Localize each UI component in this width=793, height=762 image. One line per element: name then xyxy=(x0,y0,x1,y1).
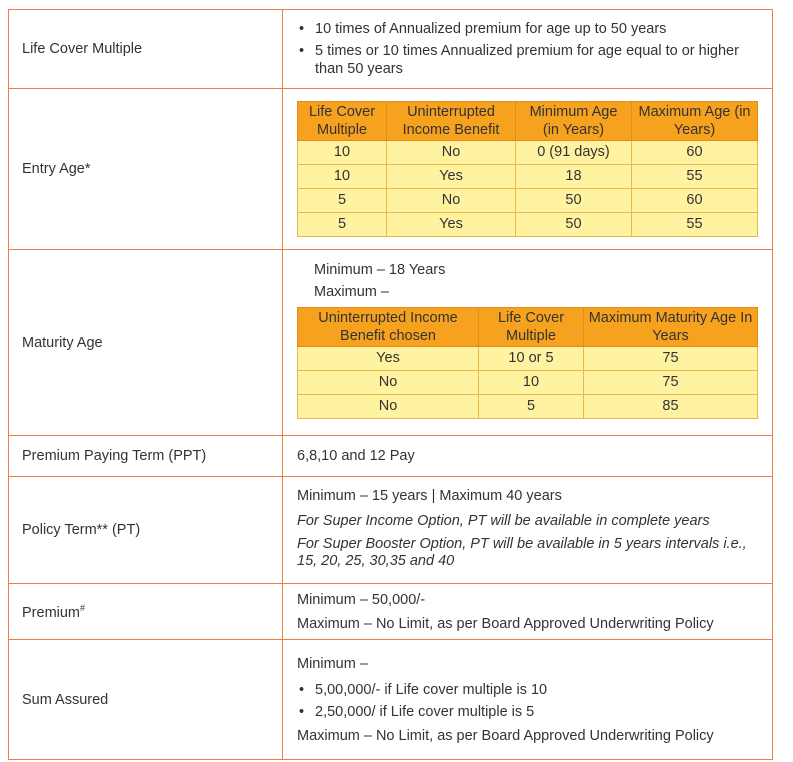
maturity-maximum: Maximum – xyxy=(314,284,389,300)
table-row xyxy=(298,141,758,165)
row-policy-term xyxy=(9,477,773,584)
column-header: Maximum Age (in Years) xyxy=(632,102,758,141)
table-cell: Yes xyxy=(387,213,516,237)
entry-age-table xyxy=(297,101,758,237)
sum-assured-maximum: Maximum – No Limit, as per Board Approved Underwriting Policy xyxy=(297,727,714,744)
life-cover-bullet: • 10 times of Annualized premium for age up to 50 years xyxy=(297,20,758,38)
sum-assured-details xyxy=(283,640,773,760)
ppt-value: 6,8,10 and 12 Pay xyxy=(283,436,773,477)
table-row xyxy=(298,165,758,189)
table-cell: No xyxy=(387,189,516,213)
table-cell: 10 or 5 xyxy=(479,347,584,371)
column-header: Life Cover Multiple xyxy=(479,308,584,347)
premium-details xyxy=(283,584,773,640)
table-cell: 5 xyxy=(479,395,584,419)
table-cell: 85 xyxy=(584,395,758,419)
table-cell: 55 xyxy=(632,213,758,237)
table-row xyxy=(298,347,758,371)
super-booster-note: For Super Booster Option, PT will be available in 5 years intervals i.e., 15, 20, 25, 30,35 and 40 xyxy=(297,535,747,569)
row-label-life-cover-multiple: Life Cover Multiple xyxy=(9,10,283,89)
row-premium xyxy=(9,584,773,640)
life-cover-details xyxy=(283,10,773,89)
table-cell: 10 xyxy=(479,371,584,395)
row-label-maturity-age: Maturity Age xyxy=(9,250,283,436)
entry-age-details xyxy=(283,89,773,250)
premium-maximum: Maximum – No Limit, as per Board Approved Underwriting Policy xyxy=(297,615,714,632)
table-cell: 50 xyxy=(516,189,632,213)
sum-assured-bullet: • 5,00,000/- if Life cover multiple is 10 xyxy=(297,681,758,699)
row-sum-assured xyxy=(9,640,773,760)
row-maturity-age xyxy=(9,250,773,436)
column-header: Maximum Maturity Age In Years xyxy=(584,308,758,347)
table-cell: 10 xyxy=(298,141,387,165)
policy-term-minmax: Minimum – 15 years | Maximum 40 years xyxy=(297,487,562,504)
table-cell: 75 xyxy=(584,371,758,395)
row-label-policy-term: Policy Term** (PT) xyxy=(9,477,283,584)
table-cell: No xyxy=(298,371,479,395)
premium-label-superscript: # xyxy=(80,602,86,613)
maturity-header-row xyxy=(298,308,758,347)
table-cell: Yes xyxy=(387,165,516,189)
column-header: Uninterrupted Income Benefit chosen xyxy=(298,308,479,347)
table-row xyxy=(298,213,758,237)
row-life-cover-multiple xyxy=(9,10,773,89)
maturity-age-details xyxy=(283,250,773,436)
table-row xyxy=(298,371,758,395)
table-cell: 60 xyxy=(632,189,758,213)
row-label-premium xyxy=(9,584,283,640)
table-cell: 60 xyxy=(632,141,758,165)
column-header: Minimum Age (in Years) xyxy=(516,102,632,141)
policy-term-details xyxy=(283,477,773,584)
table-cell: 0 (91 days) xyxy=(516,141,632,165)
table-cell: 5 xyxy=(298,189,387,213)
table-cell: No xyxy=(298,395,479,419)
row-entry-age xyxy=(9,89,773,250)
premium-label-text: Premium xyxy=(22,604,81,621)
maturity-minimum: Minimum – 18 Years xyxy=(314,262,446,278)
premium-minimum: Minimum – 50,000/- xyxy=(297,591,426,608)
table-cell: 18 xyxy=(516,165,632,189)
table-cell: No xyxy=(387,141,516,165)
life-cover-bullet: • 5 times or 10 times Annualized premium for age equal to or higher than 50 years xyxy=(297,42,758,78)
table-row xyxy=(298,189,758,213)
row-label-entry-age: Entry Age* xyxy=(9,89,283,250)
row-label-ppt: Premium Paying Term (PPT) xyxy=(9,436,283,477)
table-cell: 5 xyxy=(298,213,387,237)
entry-age-header-row xyxy=(298,102,758,141)
table-cell: 10 xyxy=(298,165,387,189)
table-cell: 75 xyxy=(584,347,758,371)
table-cell: 55 xyxy=(632,165,758,189)
sum-assured-bullet: • 2,50,000/ if Life cover multiple is 5 xyxy=(297,703,758,721)
table-cell: Yes xyxy=(298,347,479,371)
row-label-sum-assured: Sum Assured xyxy=(9,640,283,760)
column-header: Life Cover Multiple xyxy=(298,102,387,141)
table-row xyxy=(298,395,758,419)
table-cell: 50 xyxy=(516,213,632,237)
row-premium-paying-term xyxy=(9,436,773,477)
sum-assured-minimum: Minimum – xyxy=(297,655,368,672)
column-header: Uninterrupted Income Benefit xyxy=(387,102,516,141)
maturity-age-table xyxy=(297,307,758,419)
policy-features-table xyxy=(8,9,773,760)
super-income-note: For Super Income Option, PT will be available in complete years xyxy=(297,512,710,529)
